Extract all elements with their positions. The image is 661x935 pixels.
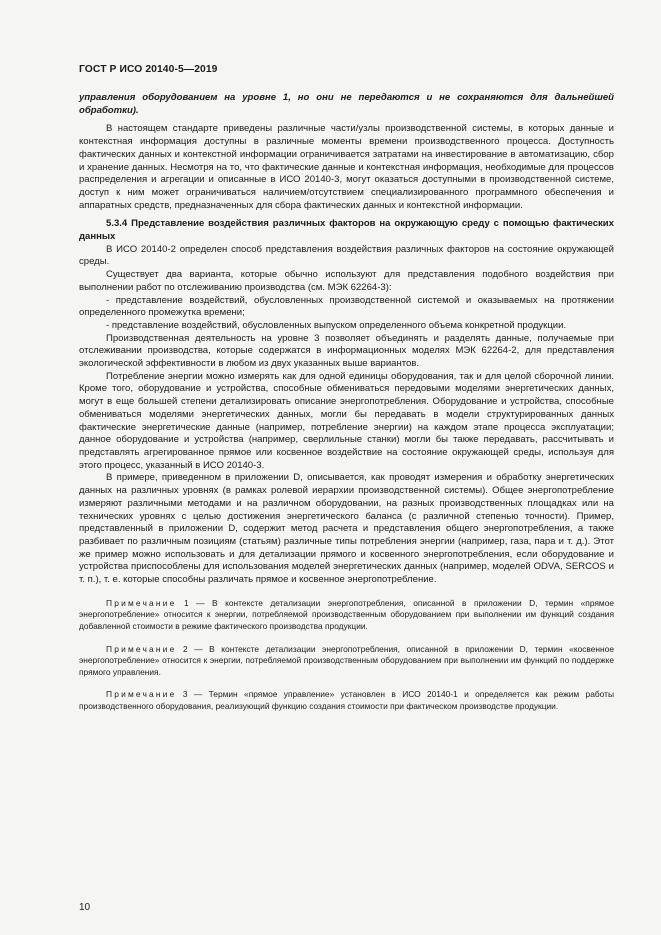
note [79, 598, 614, 633]
note-text: 1 — В контексте детализации энергопотребления, описанной в приложении D, термин «прямое энергопотребление» относится к энергии, потребляемой производственным оборудованием при выполнении им функций создания добавленной стоимости в режиме фактического производства продукции. [79, 597, 615, 631]
note [79, 644, 614, 679]
paragraph: Потребление энергии можно измерять как для одной единицы оборудования, так и для целой сборочной линии. Кроме того, оборудование и устройства, способные обмениваться передовыми моделями энергетических данных, могут в еще большей степени детализировать описание энергопотребления. Оборудование и устройства, способные обмениваться моделями энергетических данных, могли бы передавать в модели структурированных данных фактические энергетические данные (например, потребление энергии) на каждом этапе процесса эксплуатации; данное оборудование и устройства (например, сверлильные станки) могли бы также передавать, рассчитывать и представлять агрегированное прямое или косвенное воздействие на состояние окружающей среды, используя для этого процесс, указанный в ИСО 20140-3. [79, 370, 614, 471]
note-label: Примечание [106, 643, 177, 654]
note-text: 2 — В контексте детализации энергопотребления, описанной в приложении D, термин «косвенное энергопотребление» относится к энергии, потребляемой производственным оборудованием при выполнении им функций по поддержке прямого управления. [79, 643, 614, 677]
note-text: 3 — Термин «прямое управление» установлен в ИСО 20140-1 и определяется как режим работы производственного оборудования, реализующий функцию создания стоимости при фактическом производстве продукции. [79, 689, 614, 711]
paragraph: Существует два варианта, которые обычно используют для представления подобного воздействия при выполнении работ по отслеживанию производства (см. МЭК 62264-3): [79, 269, 614, 293]
note-label: Примечание [106, 597, 177, 608]
paragraph: В примере, приведенном в приложении D, описывается, как проводят измерения и обработку энергетических данных на различных уровнях (в рамках ролевой иерархии производственной системы). Общее энергопотребление измеряют различными методами и на различном оборудовании, на разных производственных площадках или на технических уровнях с целью достижения энергетического баланса (с различной степенью точности). Пример, представленный в приложении D, содержит метод расчета и представления общего энергопотребления, а также разбивает по различным позициям (статьям) различные типы потребления энергии (например, газа, пара и т. д.). Этот же пример можно использовать и для детализации прямого и косвенного энергопотребления, если оборудование и устройства приспособлены для использования моделей энергетических данных (например, моделей ODVA, SERCOS и т. п.), т. е. которые способны различать прямое и косвенное энергопотребление. [79, 472, 614, 586]
list-item: - представление воздействий, обусловленных выпуском определенного объема конкретной продукции. [106, 319, 567, 331]
paragraph-continuation: управления оборудованием на уровне 1, но они не передаются и не сохраняются для дальнейшей обработки). [79, 92, 614, 116]
section-heading: 5.3.4 Представление воздействия различных факторов на окружающую среду с помощью фактических данных [79, 218, 614, 243]
paragraph: Производственная деятельность на уровне 3 позволяет объединять и разделять данные, получаемые при отслеживании производства, которые содержатся в информационных моделях МЭК 62264-2, для представления экологической эффективности в любом из двух указанных выше вариантов. [79, 332, 614, 370]
note-label: Примечание [106, 689, 177, 700]
page-header: ГОСТ Р ИСО 20140-5—2019 [79, 64, 218, 75]
paragraph: В ИСО 20140-2 определен способ представления воздействия различных факторов на состояние окружающей среды. [79, 243, 614, 268]
list-item: - представление воздействий, обусловленных производственной системой и оказываемых на протяжении определенного промежутка времени; [79, 294, 614, 319]
page-number: 10 [79, 902, 91, 913]
document-body [79, 92, 614, 712]
paragraph: В настоящем стандарте приведены различные части/узлы производственной системы, в которых данные и контекстная информация доступны в различные моменты времени производственного процесса. Доступность фактических данных и контекстной информации ограничивается затратами на инвестирование в автоматизацию, сбор и хранение данных. Несмотря на то, что фактические данные и контекстная информация, необходимые для процессов распределения и агрегации и описанные в ИСО 20140-3, могут оказаться доступными в производственной системе, доступ к ним может ограничиваться наличием/отсутствием специализированного программного обеспечения и аппаратных средств, предназначенных для сбора фактических данных и контекстной информации. [79, 123, 614, 211]
note [79, 689, 614, 712]
